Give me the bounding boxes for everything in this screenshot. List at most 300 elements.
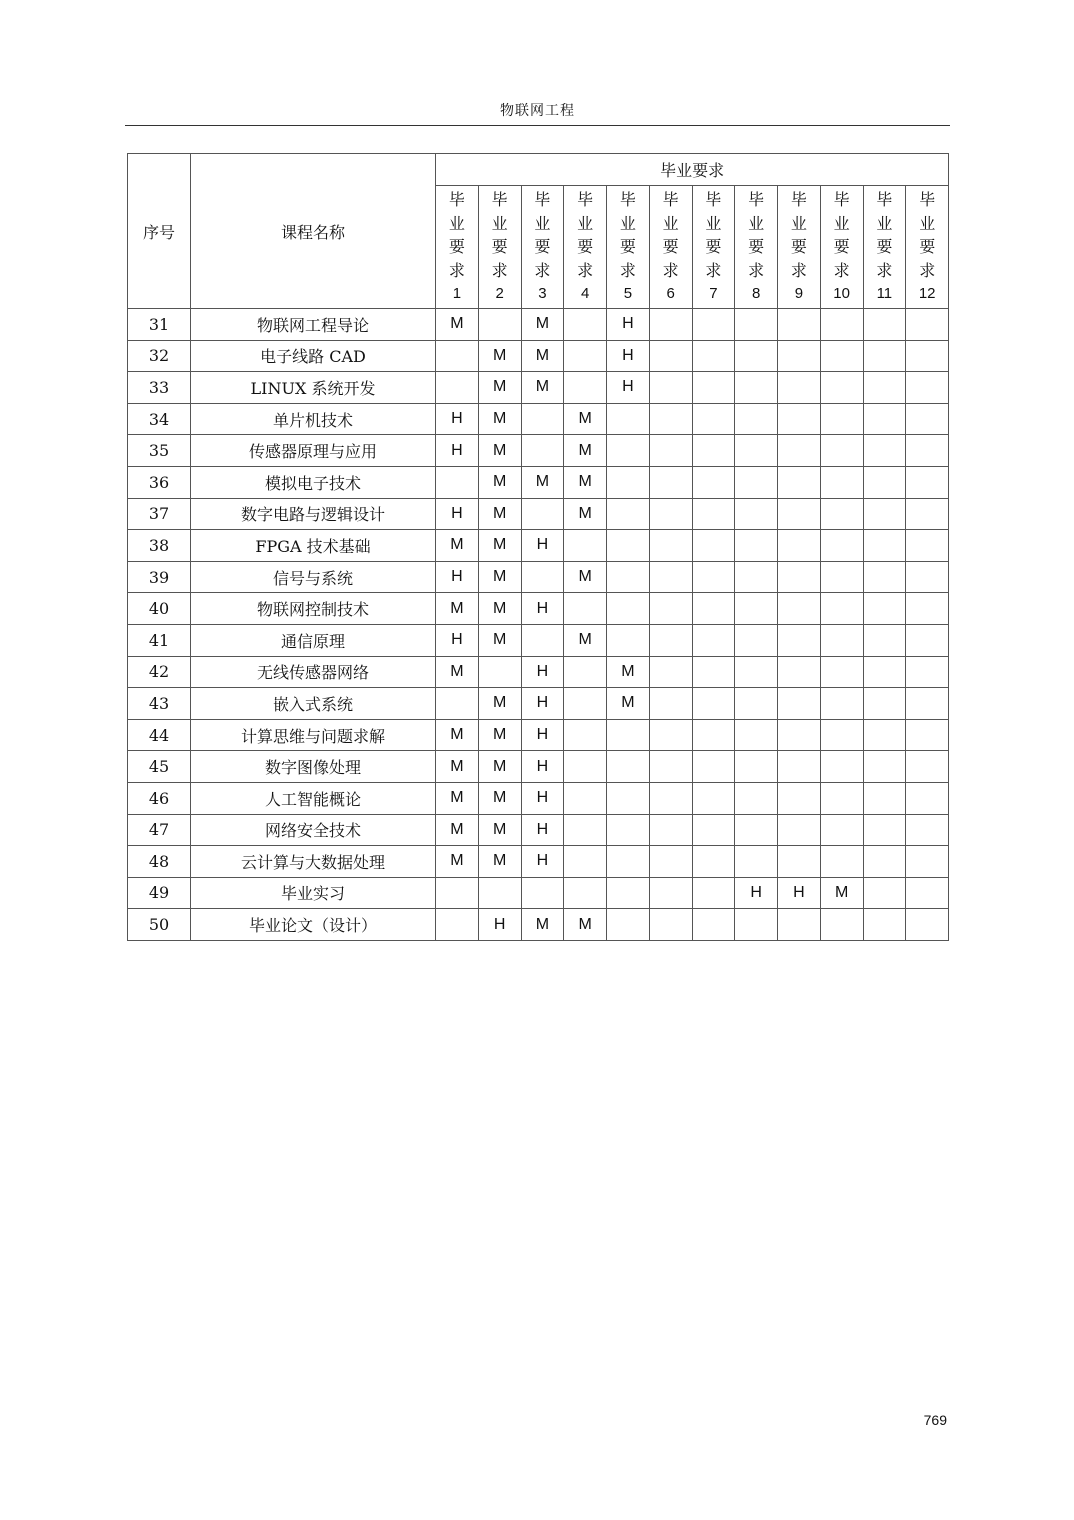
header-char: 毕 [619, 190, 636, 210]
row-seq: 45 [128, 751, 191, 783]
support-level-cell: M [436, 782, 479, 814]
header-char: 要 [619, 237, 636, 257]
course-header: 课程名称 [191, 154, 436, 309]
support-level-cell [649, 593, 692, 625]
header-rule [125, 125, 950, 126]
support-level-cell [863, 846, 906, 878]
support-level-cell: M [436, 846, 479, 878]
support-level-cell: H [521, 814, 564, 846]
support-level-cell [564, 719, 607, 751]
row-seq: 44 [128, 719, 191, 751]
table-row [128, 340, 949, 372]
support-level-cell [863, 909, 906, 941]
course-name: 物联网工程导论 [191, 309, 436, 341]
support-level-cell [436, 340, 479, 372]
header-char: 求 [491, 260, 508, 280]
row-seq: 50 [128, 909, 191, 941]
requirement-column-header [436, 186, 479, 309]
requirements-table [127, 153, 949, 941]
course-name: 模拟电子技术 [191, 466, 436, 498]
header-char: 求 [448, 260, 465, 280]
support-level-cell: M [436, 656, 479, 688]
header-char: 毕 [876, 190, 893, 210]
support-level-cell [820, 561, 863, 593]
support-level-cell [906, 719, 949, 751]
support-level-cell [778, 498, 821, 530]
support-level-cell [649, 877, 692, 909]
support-level-cell: H [521, 688, 564, 720]
support-level-cell [436, 909, 479, 941]
support-level-cell: M [478, 593, 521, 625]
header-char: 求 [919, 260, 936, 280]
support-level-cell [820, 372, 863, 404]
table-row [128, 624, 949, 656]
support-level-cell [863, 719, 906, 751]
support-level-cell [820, 593, 863, 625]
support-level-cell: H [778, 877, 821, 909]
requirement-number: 4 [580, 285, 590, 303]
support-level-cell [735, 372, 778, 404]
support-level-cell [692, 624, 735, 656]
requirement-number: 9 [794, 285, 804, 303]
support-level-cell [692, 340, 735, 372]
support-level-cell [906, 656, 949, 688]
header-char: 毕 [833, 190, 850, 210]
support-level-cell [863, 877, 906, 909]
header-char: 求 [662, 260, 679, 280]
support-level-cell [692, 372, 735, 404]
support-level-cell [735, 814, 778, 846]
support-level-cell [649, 309, 692, 341]
support-level-cell [906, 498, 949, 530]
support-level-cell [778, 814, 821, 846]
support-level-cell [607, 719, 650, 751]
support-level-cell [521, 435, 564, 467]
support-level-cell [906, 909, 949, 941]
row-seq: 47 [128, 814, 191, 846]
support-level-cell: M [478, 688, 521, 720]
support-level-cell [692, 403, 735, 435]
support-level-cell [607, 435, 650, 467]
support-level-cell [778, 340, 821, 372]
requirement-column-header [521, 186, 564, 309]
support-level-cell [778, 309, 821, 341]
support-level-cell [735, 751, 778, 783]
support-level-cell [778, 466, 821, 498]
table-row [128, 688, 949, 720]
support-level-cell [906, 309, 949, 341]
requirement-column-header [735, 186, 778, 309]
support-level-cell [906, 466, 949, 498]
support-level-cell: H [521, 719, 564, 751]
row-seq: 49 [128, 877, 191, 909]
header-char: 业 [662, 213, 679, 233]
requirement-column-header [906, 186, 949, 309]
support-level-cell: M [521, 372, 564, 404]
support-level-cell: M [564, 561, 607, 593]
support-level-cell: H [521, 846, 564, 878]
support-level-cell [778, 530, 821, 562]
header-char: 要 [491, 237, 508, 257]
support-level-cell [863, 561, 906, 593]
support-level-cell: M [478, 435, 521, 467]
support-level-cell [863, 593, 906, 625]
support-level-cell: M [478, 530, 521, 562]
row-seq: 42 [128, 656, 191, 688]
support-level-cell [778, 403, 821, 435]
support-level-cell: M [521, 466, 564, 498]
support-level-cell [863, 782, 906, 814]
support-level-cell: M [478, 846, 521, 878]
table-row [128, 466, 949, 498]
support-level-cell: M [820, 877, 863, 909]
support-level-cell [649, 656, 692, 688]
support-level-cell: M [478, 782, 521, 814]
support-level-cell [735, 498, 778, 530]
header-char: 要 [448, 237, 465, 257]
support-level-cell [863, 814, 906, 846]
support-level-cell: H [436, 624, 479, 656]
header-char: 求 [577, 260, 594, 280]
header-char: 业 [448, 213, 465, 233]
header-char: 毕 [705, 190, 722, 210]
support-level-cell [735, 435, 778, 467]
support-level-cell [863, 530, 906, 562]
support-level-cell [607, 593, 650, 625]
support-level-cell [820, 688, 863, 720]
table-row [128, 309, 949, 341]
support-level-cell [649, 814, 692, 846]
support-level-cell [521, 624, 564, 656]
course-name: 数字图像处理 [191, 751, 436, 783]
support-level-cell [649, 782, 692, 814]
header-char: 要 [577, 237, 594, 257]
support-level-cell: H [607, 372, 650, 404]
support-level-cell [778, 751, 821, 783]
support-level-cell [649, 719, 692, 751]
support-level-cell [692, 782, 735, 814]
support-level-cell [735, 846, 778, 878]
support-level-cell [564, 688, 607, 720]
requirement-number: 2 [495, 285, 504, 303]
requirement-column-header [564, 186, 607, 309]
table-row [128, 403, 949, 435]
table-row [128, 751, 949, 783]
support-level-cell [436, 372, 479, 404]
seq-header: 序号 [128, 154, 191, 309]
support-level-cell: M [478, 814, 521, 846]
table-row [128, 498, 949, 530]
support-level-cell: H [607, 309, 650, 341]
course-name: 人工智能概论 [191, 782, 436, 814]
requirement-number: 5 [623, 285, 633, 303]
support-level-cell: H [478, 909, 521, 941]
support-level-cell [521, 403, 564, 435]
header-char: 业 [919, 213, 936, 233]
support-level-cell: M [478, 372, 521, 404]
running-header: 物联网工程 [500, 103, 575, 119]
support-level-cell: M [607, 688, 650, 720]
support-level-cell: M [521, 909, 564, 941]
support-level-cell: M [478, 403, 521, 435]
support-level-cell [820, 909, 863, 941]
support-level-cell [564, 751, 607, 783]
support-level-cell [607, 846, 650, 878]
table-row [128, 782, 949, 814]
row-seq: 33 [128, 372, 191, 404]
support-level-cell: H [436, 435, 479, 467]
course-name: 信号与系统 [191, 561, 436, 593]
support-level-cell [436, 877, 479, 909]
row-seq: 36 [128, 466, 191, 498]
support-level-cell: M [478, 561, 521, 593]
support-level-cell: M [436, 751, 479, 783]
support-level-cell [820, 719, 863, 751]
support-level-cell: M [564, 435, 607, 467]
support-level-cell [692, 719, 735, 751]
support-level-cell [692, 309, 735, 341]
header-char: 业 [705, 213, 722, 233]
support-level-cell [820, 530, 863, 562]
support-level-cell [735, 593, 778, 625]
support-level-cell [478, 877, 521, 909]
support-level-cell [607, 530, 650, 562]
support-level-cell: H [735, 877, 778, 909]
support-level-cell [778, 593, 821, 625]
row-seq: 46 [128, 782, 191, 814]
support-level-cell [778, 688, 821, 720]
support-level-cell: M [478, 751, 521, 783]
support-level-cell: H [436, 403, 479, 435]
support-level-cell [778, 435, 821, 467]
requirement-column-header [692, 186, 735, 309]
support-level-cell [820, 466, 863, 498]
header-char: 求 [619, 260, 636, 280]
support-level-cell [735, 340, 778, 372]
support-level-cell [735, 309, 778, 341]
support-level-cell [692, 530, 735, 562]
support-level-cell [778, 782, 821, 814]
support-level-cell: M [564, 403, 607, 435]
support-level-cell [778, 656, 821, 688]
header-char: 求 [705, 260, 722, 280]
header-char: 业 [748, 213, 765, 233]
support-level-cell [649, 498, 692, 530]
table-row [128, 372, 949, 404]
support-level-cell [649, 435, 692, 467]
header-char: 要 [876, 237, 893, 257]
header-char: 求 [790, 260, 807, 280]
support-level-cell [820, 624, 863, 656]
requirement-column-header [778, 186, 821, 309]
row-seq: 38 [128, 530, 191, 562]
support-level-cell: M [564, 624, 607, 656]
support-level-cell: M [478, 466, 521, 498]
row-seq: 39 [128, 561, 191, 593]
requirement-column-header [649, 186, 692, 309]
row-seq: 43 [128, 688, 191, 720]
course-name: 云计算与大数据处理 [191, 846, 436, 878]
row-seq: 31 [128, 309, 191, 341]
table-row [128, 656, 949, 688]
row-seq: 32 [128, 340, 191, 372]
support-level-cell: H [521, 530, 564, 562]
header-char: 毕 [790, 190, 807, 210]
row-seq: 35 [128, 435, 191, 467]
header-char: 求 [748, 260, 765, 280]
support-level-cell [607, 624, 650, 656]
support-level-cell [692, 751, 735, 783]
support-level-cell: M [564, 498, 607, 530]
support-level-cell: M [436, 719, 479, 751]
support-level-cell [820, 782, 863, 814]
support-level-cell [649, 340, 692, 372]
support-level-cell: M [607, 656, 650, 688]
header-char: 业 [876, 213, 893, 233]
support-level-cell: M [478, 498, 521, 530]
support-level-cell [649, 372, 692, 404]
course-name: 数字电路与逻辑设计 [191, 498, 436, 530]
requirement-number: 6 [666, 285, 675, 303]
requirement-column-header [607, 186, 650, 309]
support-level-cell: M [436, 309, 479, 341]
course-name: LINUX 系统开发 [191, 372, 436, 404]
support-level-cell [906, 814, 949, 846]
support-level-cell [478, 656, 521, 688]
support-level-cell [863, 656, 906, 688]
support-level-cell [778, 624, 821, 656]
support-level-cell: M [478, 624, 521, 656]
header-char: 要 [534, 237, 551, 257]
support-level-cell [820, 340, 863, 372]
table-row [128, 435, 949, 467]
support-level-cell [906, 340, 949, 372]
support-level-cell [735, 403, 778, 435]
course-name: 通信原理 [191, 624, 436, 656]
support-level-cell [607, 877, 650, 909]
header-char: 业 [491, 213, 508, 233]
requirement-number: 12 [918, 285, 936, 303]
requirement-column-header [820, 186, 863, 309]
course-name: 毕业论文（设计） [191, 909, 436, 941]
support-level-cell [692, 498, 735, 530]
support-level-cell [521, 498, 564, 530]
support-level-cell [649, 909, 692, 941]
support-level-cell [649, 403, 692, 435]
support-level-cell [778, 719, 821, 751]
course-name: 传感器原理与应用 [191, 435, 436, 467]
support-level-cell [863, 403, 906, 435]
header-char: 求 [876, 260, 893, 280]
support-level-cell [906, 751, 949, 783]
support-level-cell [521, 877, 564, 909]
support-level-cell: M [564, 466, 607, 498]
support-level-cell [778, 846, 821, 878]
row-seq: 37 [128, 498, 191, 530]
support-level-cell [735, 688, 778, 720]
support-level-cell [735, 561, 778, 593]
support-level-cell [607, 782, 650, 814]
support-level-cell [863, 751, 906, 783]
support-level-cell [906, 372, 949, 404]
support-level-cell: M [521, 340, 564, 372]
support-level-cell: H [436, 498, 479, 530]
support-level-cell [692, 435, 735, 467]
support-level-cell [778, 561, 821, 593]
header-char: 要 [833, 237, 850, 257]
header-char: 毕 [577, 190, 594, 210]
support-level-cell [735, 909, 778, 941]
header-char: 毕 [919, 190, 936, 210]
support-level-cell [564, 814, 607, 846]
support-level-cell [564, 340, 607, 372]
support-level-cell [820, 435, 863, 467]
support-level-cell: H [521, 782, 564, 814]
support-level-cell [778, 909, 821, 941]
support-level-cell [436, 466, 479, 498]
support-level-cell [906, 530, 949, 562]
support-level-cell [735, 624, 778, 656]
support-level-cell: M [436, 530, 479, 562]
support-level-cell [906, 435, 949, 467]
support-level-cell [906, 846, 949, 878]
requirement-number: 3 [538, 285, 547, 303]
header-char: 业 [833, 213, 850, 233]
table-row [128, 877, 949, 909]
requirement-number: 1 [452, 285, 462, 303]
support-level-cell [906, 688, 949, 720]
support-level-cell [863, 498, 906, 530]
support-level-cell [820, 498, 863, 530]
requirement-column-header [478, 186, 521, 309]
support-level-cell: M [478, 719, 521, 751]
course-name: 物联网控制技术 [191, 593, 436, 625]
support-level-cell [735, 782, 778, 814]
support-level-cell [564, 656, 607, 688]
support-level-cell [863, 688, 906, 720]
support-level-cell [735, 656, 778, 688]
requirement-number: 8 [751, 285, 761, 303]
support-level-cell [478, 309, 521, 341]
course-name: 计算思维与问题求解 [191, 719, 436, 751]
requirements-group-header: 毕业要求 [436, 154, 949, 186]
support-level-cell [564, 593, 607, 625]
table-row [128, 593, 949, 625]
header-char: 毕 [662, 190, 679, 210]
support-level-cell [436, 688, 479, 720]
support-level-cell [607, 561, 650, 593]
support-level-cell [692, 688, 735, 720]
support-level-cell [692, 877, 735, 909]
support-level-cell: M [436, 814, 479, 846]
support-level-cell: H [607, 340, 650, 372]
support-level-cell [820, 656, 863, 688]
support-level-cell [607, 466, 650, 498]
support-level-cell [820, 814, 863, 846]
requirement-number: 7 [709, 285, 718, 303]
support-level-cell [906, 561, 949, 593]
header-char: 要 [919, 237, 936, 257]
page-number: 769 [923, 1412, 947, 1428]
support-level-cell [649, 466, 692, 498]
course-name: 毕业实习 [191, 877, 436, 909]
table-row [128, 530, 949, 562]
header-char: 业 [577, 213, 594, 233]
support-level-cell [735, 466, 778, 498]
requirement-number: 11 [876, 285, 893, 303]
support-level-cell [692, 656, 735, 688]
support-level-cell [607, 814, 650, 846]
